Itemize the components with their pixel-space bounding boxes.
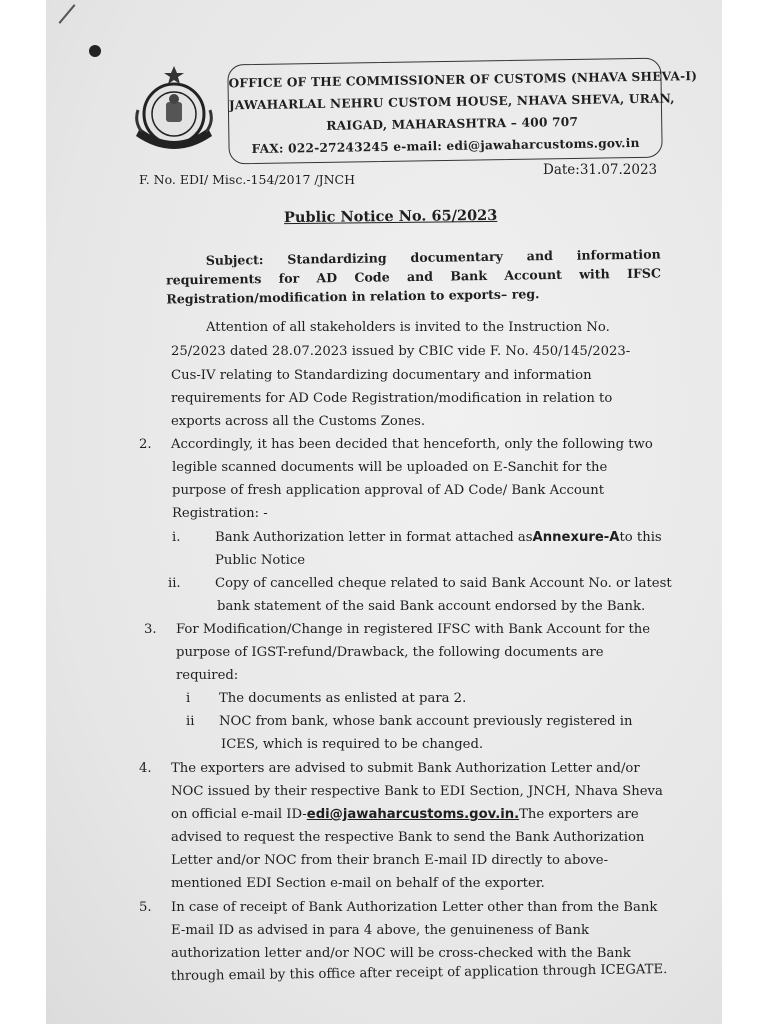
notice-date: Date:31.07.2023	[543, 162, 658, 178]
para1-line: Cus-IV relating to Standardizing documentary and information	[171, 368, 592, 383]
para1-line: requirements for AD Code Registration/modification in relation to	[171, 391, 613, 406]
para2-item-1-line: Public Notice	[215, 553, 306, 568]
para2-line: purpose of fresh application approval of AD Code/ Bank Account	[172, 483, 605, 498]
para5-line: E-mail ID as advised in para 4 above, the genuineness of Bank	[171, 923, 589, 938]
para4-line: The exporters are advised to submit Bank Authorization Letter and/or	[171, 761, 640, 776]
para3-number: 3.	[144, 622, 157, 637]
para2-item-2-marker: ii.	[168, 576, 181, 591]
para2-item-2-line: bank statement of the said Bank account endorsed by the Bank.	[217, 599, 646, 614]
para2-item-1-marker: i.	[172, 530, 181, 545]
para2-number: 2.	[139, 437, 152, 452]
notice-body	[46, 0, 722, 1024]
para4-line: Letter and/or NOC from their branch E-mail ID directly to above-	[171, 853, 609, 868]
subject-line-2: requirements for AD Code and Bank Account with IFSC	[165, 265, 662, 288]
para2-line: legible scanned documents will be uploaded on E-Sanchit for the	[172, 460, 608, 475]
office-address-1: JAWAHARLAL NEHRU CUSTOM HOUSE, NHAVA SHEVA, URAN,	[228, 91, 675, 113]
subject-line-1: Subject: Standardizing documentary and information	[205, 246, 661, 268]
para4-line: NOC issued by their respective Bank to EDI Section, JNCH, Nhava Sheva	[171, 784, 663, 799]
email-link[interactable]: edi@jawaharcustoms.gov.in.	[306, 807, 520, 822]
file-reference: F. No. EDI/ Misc.-154/2017 /JNCH	[139, 172, 356, 187]
para4-line: on official e-mail ID- edi@jawaharcustoms.gov.in. The exporters are	[171, 807, 639, 822]
para3-line: For Modification/Change in registered IFSC with Bank Account for the	[176, 622, 651, 637]
annexure-label: Annexure-A	[532, 530, 620, 545]
para3-item-1-line: The documents as enlisted at para 2.	[219, 691, 467, 706]
office-address-2: RAIGAD, MAHARASHTRA – 400 707	[326, 114, 579, 133]
office-name: OFFICE OF THE COMMISSIONER OF CUSTOMS (NHAVA SHEVA-I)	[228, 69, 698, 91]
para1-line: 25/2023 dated 28.07.2023 issued by CBIC vide F. No. 450/145/2023-	[171, 344, 631, 359]
para5-line: authorization letter and/or NOC will be cross-checked with the Bank	[171, 946, 631, 961]
para5-line: through email by this office after receipt of application through ICEGATE.	[170, 962, 668, 984]
para5-number: 5.	[139, 900, 152, 915]
office-contact: FAX: 022-27243245 e-mail: edi@jawaharcustoms.gov.in	[251, 135, 640, 157]
document-page	[46, 0, 722, 1024]
notice-title: Public Notice No. 65/2023	[283, 206, 498, 227]
para3-item-2-line: NOC from bank, whose bank account previously registered in	[219, 714, 633, 729]
para4-line: advised to request the respective Bank to send the Bank Authorization	[171, 830, 645, 845]
para3-line: purpose of IGST-refund/Drawback, the following documents are	[176, 645, 604, 660]
para4-number: 4.	[139, 761, 152, 776]
para2-line: Accordingly, it has been decided that henceforth, only the following two	[171, 437, 653, 452]
para3-item-1-marker: i	[186, 691, 191, 706]
para4-line: mentioned EDI Section e-mail on behalf of the exporter.	[171, 876, 545, 891]
subject-line-3: Registration/modification in relation to exports– reg.	[166, 286, 540, 307]
para2-item-1-line: Bank Authorization letter in format attached as Annexure-A to this	[215, 530, 662, 545]
para3-line: required:	[176, 668, 239, 683]
para3-item-2-line: ICES, which is required to be changed.	[221, 737, 484, 752]
para2-item-2-line: Copy of cancelled cheque related to said Bank Account No. or latest	[215, 576, 672, 591]
para1-line: Attention of all stakeholders is invited to the Instruction No.	[206, 320, 610, 335]
para2-line: Registration: -	[172, 506, 268, 521]
para5-line: In case of receipt of Bank Authorization Letter other than from the Bank	[171, 900, 658, 915]
para3-item-2-marker: ii	[186, 714, 195, 729]
para1-line: exports across all the Customs Zones.	[171, 414, 426, 429]
